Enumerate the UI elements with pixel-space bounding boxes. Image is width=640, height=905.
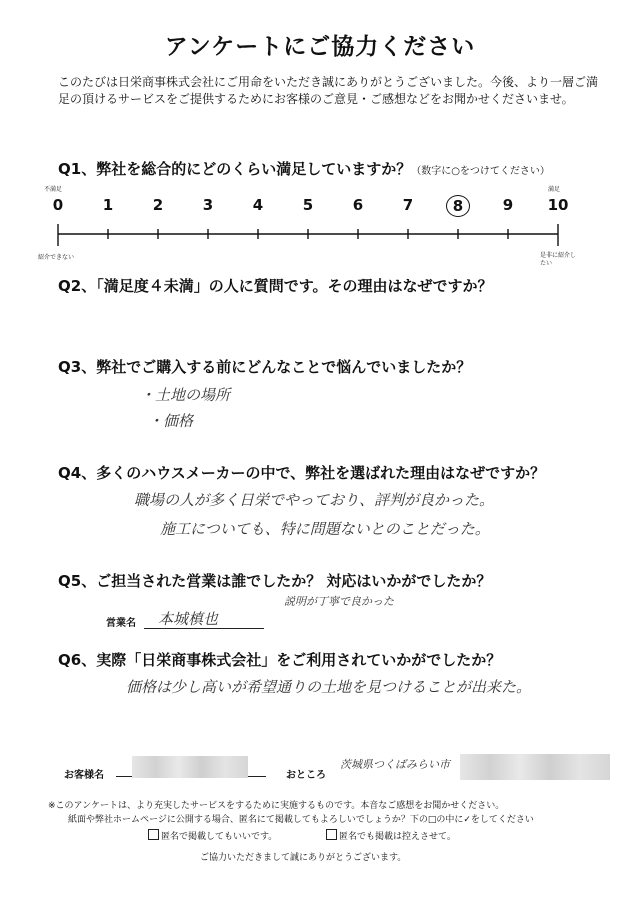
scale-number[interactable]: 6 [352,196,364,214]
option-anonymous-ok[interactable] [148,829,277,842]
scale-label-left-top: 不満足 [44,186,63,193]
sales-rep-label: 営業名 [106,618,136,629]
scale-label-right-bottom: 是非に紹介したい [540,252,577,267]
address-redacted [460,754,610,780]
sales-rep-underline [144,628,264,629]
scale-label-right-top: 満足 [548,186,561,193]
question-4: Q4、多くのハウスメーカーの中で、弊社を選ばれた理由はなぜですか？ [58,464,546,482]
footer-line-1: ※このアンケートは、より充実したサービスをするために実施するものです。本音なご感想をお聞かせください。 [48,801,505,811]
answer-4-line-1: 職場の人が多く日栄でやっており、評判が良かった。 [134,491,495,509]
scale-number[interactable]: 10 [547,196,569,214]
scale-number[interactable]: 5 [302,196,314,214]
question-6: Q6、実際「日栄商事株式会社」をご利用されていかがでしたか？ [58,651,502,669]
answer-5-comment: 説明が丁寧で良かった [284,595,394,608]
option-anonymous-ok-label: 匿名で掲載してもいいです。 [161,832,278,842]
satisfaction-scale-line [50,222,570,250]
scale-number-selected[interactable]: 8 [446,195,470,217]
satisfaction-scale-numbers [52,196,578,220]
intro-text: このたびは日栄商事株式会社にご用命をいただき誠にありがとうございました。今後、より一層ご満足の頂けるサービスをご提供するためにお客様のご意見・ご感想などをお聞かせくださいませ。 [58,75,599,106]
question-3: Q3、弊社でご購入する前にどんなことで悩んでいましたか？ [58,358,472,376]
sales-rep-name: 本城槙也 [158,610,219,628]
answer-3-line-1: ・土地の場所 [140,386,231,404]
footer-line-2: 紙面や弊社ホームページに公開する場合、匿名にて掲載してもよろしいでしょうか？下の□の中に✓をしてください [68,815,534,825]
scale-number[interactable]: 0 [52,196,64,214]
customer-name-redacted [132,756,248,778]
scale-number[interactable]: 1 [102,196,114,214]
checkbox-decline[interactable] [326,829,337,840]
scale-label-left-bottom: 紹介できない [38,254,75,261]
answer-4-line-2: 施工についても、特に問題ないとのことだった。 [160,520,490,538]
question-2: Q2、「満足度４未満」の人に質問です。その理由はなぜですか？ [58,277,493,295]
answer-3-line-2: ・価格 [148,412,194,430]
scale-number[interactable]: 2 [152,196,164,214]
scale-number[interactable]: 3 [202,196,214,214]
checkbox-anonymous-ok[interactable] [148,829,159,840]
address-value: 茨城県つくばみらい市 [340,758,450,771]
address-label: おところ [286,770,326,781]
option-decline[interactable] [326,829,456,842]
scale-number[interactable]: 4 [252,196,264,214]
question-1-note: （数字に○をつけてください） [411,166,550,177]
question-1-text: Q1、弊社を総合的にどのくらい満足していますか？ [58,160,412,178]
customer-name-label: お客様名 [64,770,104,781]
question-1 [58,158,550,179]
page-title: アンケートにご協力ください [164,34,476,60]
option-decline-label: 匿名でも掲載は控えさせて。 [339,832,456,842]
answer-6: 価格は少し高いが希望通りの土地を見つけることが出来た。 [126,678,532,696]
question-5: Q5、ご担当された営業は誰でしたか？ 対応はいかがでしたか？ [58,572,492,590]
scale-number[interactable]: 7 [402,196,414,214]
scale-number[interactable]: 9 [502,196,514,214]
footer-thanks: ご協力いただきまして誠にありがとうございます。 [200,853,407,863]
